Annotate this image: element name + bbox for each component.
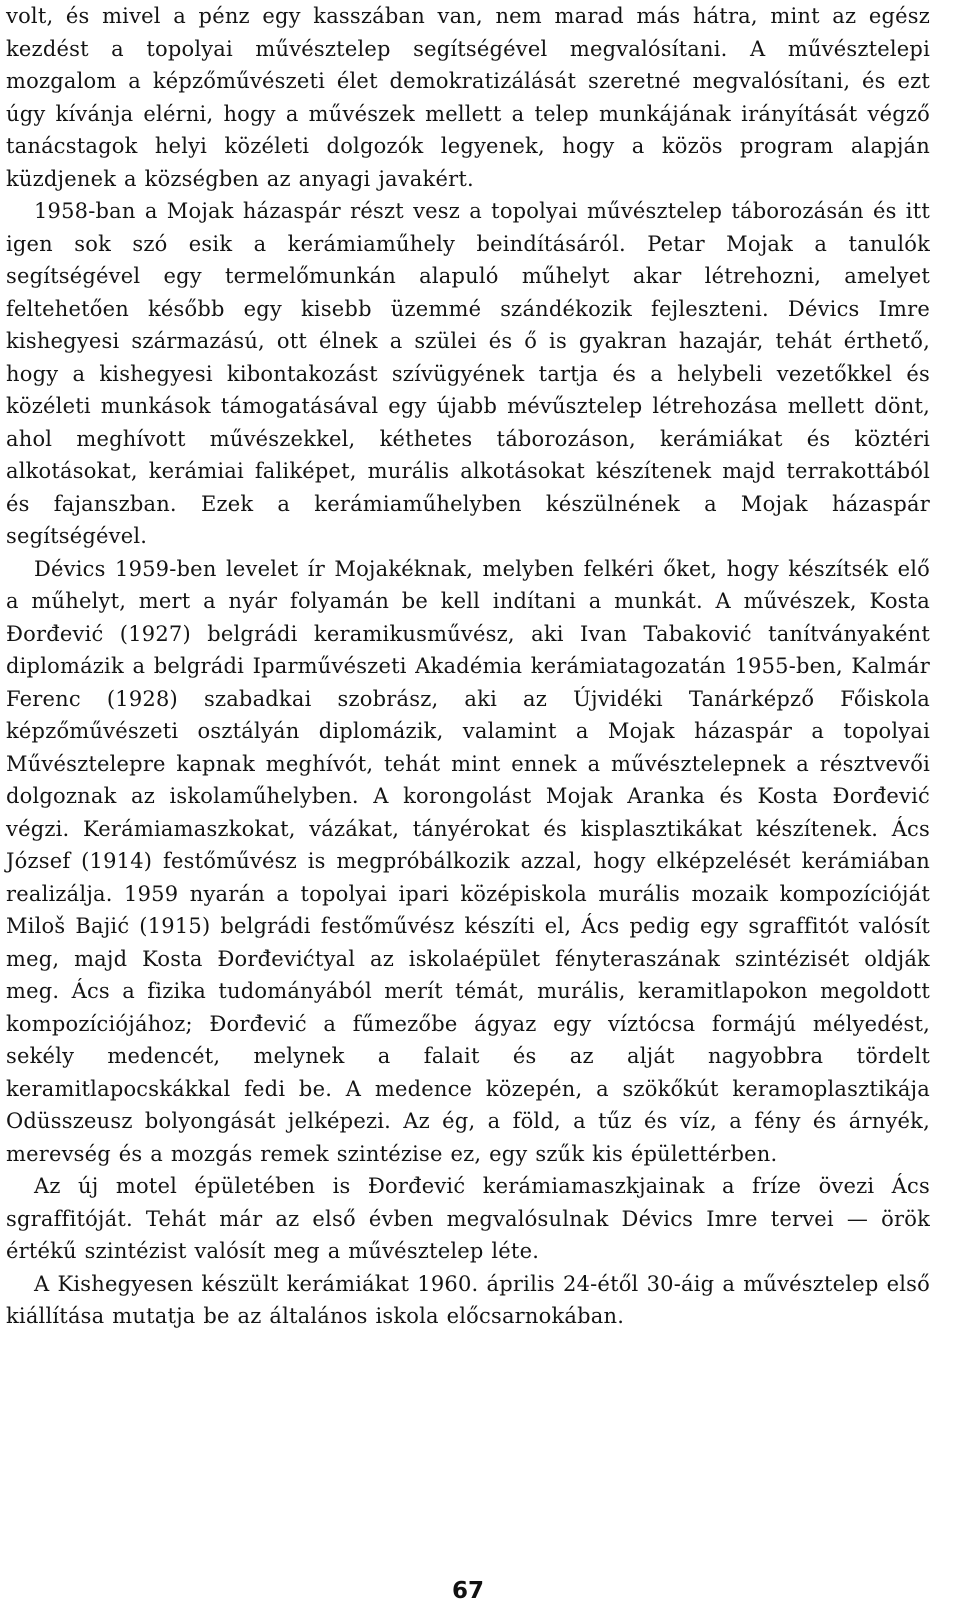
body-text: [6, 0, 930, 1333]
paragraph: A Kishegyesen készült kerámiákat 1960. április 24-étől 30-áig a művésztelep első kiállítása mutatja be az általános iskola előcsarnokában.: [6, 1271, 930, 1328]
paragraph: 1958-ban a Mojak házaspár részt vesz a topolyai művésztelep táborozásán és itt igen sok szó esik a kerámiaműhely beindításáról. Petar Mojak a tanulók segítségével egy termelőmunkán alapuló műhelyt akar létrehozni, amelyet feltehetően később egy kisebb üzemmé szándékozik fejleszteni. Dévics Imre kishegyesi származású, ott élnek a szülei és ő is gyakran hazajár, tehát érthető, hogy a kishegyesi kibontakozást szívügyének tartja és a helybeli vezetőkkel és közéleti munkások támogatásával egy újabb mévűsztelep létrehozása mellett dönt, ahol meghívott művészekkel, kéthetes táborozáson, kerámiákat és köztéri alkotásokat, kerámiai faliképet, murális alkotásokat készítenek majd terrakottából és fajanszban. Ezek a kerámiaműhelyben készülnének a Mojak házaspár segítségével.: [6, 199, 930, 548]
paragraph: Az új motel épületében is Đorđević kerámiamaszkjainak a fríze övezi Ács sgraffitóját. Tehát már az első évben megvalósulnak Dévics Imre tervei — örök értékű szintézist valósít meg a művésztelep léte.: [6, 1174, 930, 1263]
page-number: 67: [451, 1578, 484, 1604]
paragraph: Dévics 1959-ben levelet ír Mojakéknak, melyben felkéri őket, hogy készítsék elő a műhelyt, mert a nyár folyamán be kell indítani a munkát. A művészek, Kosta Đorđević (1927) belgrádi keramikusművész, aki Ivan Tabaković tanítványaként diplomázik a belgrádi Iparművészeti Akadémia kerámiatagozatán 1955-ben, Kalmár Ferenc (1928) szabadkai szobrász, aki az Újvidéki Tanárképző Főiskola képzőművészeti osztályán diplomázik, valamint a Mojak házaspár a topolyai Művésztelepre kapnak meghívót, tehát mint ennek a művésztelepnek a résztvevői dolgoznak az iskolaműhelyben. A korongolást Mojak Aranka és Kosta Đorđević végzi. Kerámiamaszkokat, vázákat, tányérokat és kisplasztikákat készítenek. Ács József (1914) festőművész is megpróbálkozik azzal, hogy elképzelését kerámiában realizálja. 1959 nyarán a topolyai ipari középiskola murális mozaik kompozícióját Miloš Bajić (1915) belgrádi festőművész készíti el, Ács pedig egy sgraffitót valósít meg, majd Kosta Đorđevićtyal az iskolaépület fényteraszának szintézisét oldják meg. Ács a fizika tudományából merít témát, murális, keramitlapokon megoldott kompozíciójához; Đorđević a fűmezőbe ágyaz egy víztócsa formájú mélyedést, sekély medencét, melynek a falait és az alját nagyobbra tördelt keramitlapocskákkal fedi be. A medence közepén, a szökőkút keramoplasztikája Odüsszeusz bolyongását jelképezi. Az ég, a föld, a tűz és víz, a fény és árnyék, merevség és a mozgás remek szintézise ez, egy szűk kis épülettérben.: [6, 556, 930, 1166]
paragraph-continuation: volt, és mivel a pénz egy kasszában van, nem marad más hátra, mint az egész kezdést a topolyai művésztelep segítségével megvalósítani. A művésztelepi mozgalom a képzőművészeti élet demokratizálását szeretné megvalósítani, és ezt úgy kívánja elérni, hogy a művészek mellett a telep munkájának irányítását végző tanácstagok helyi közéleti dolgozók legyenek, hogy a közös program alapján küzdjenek a községben az anyagi javakért.: [6, 4, 930, 191]
document-page: [6, 0, 930, 1622]
